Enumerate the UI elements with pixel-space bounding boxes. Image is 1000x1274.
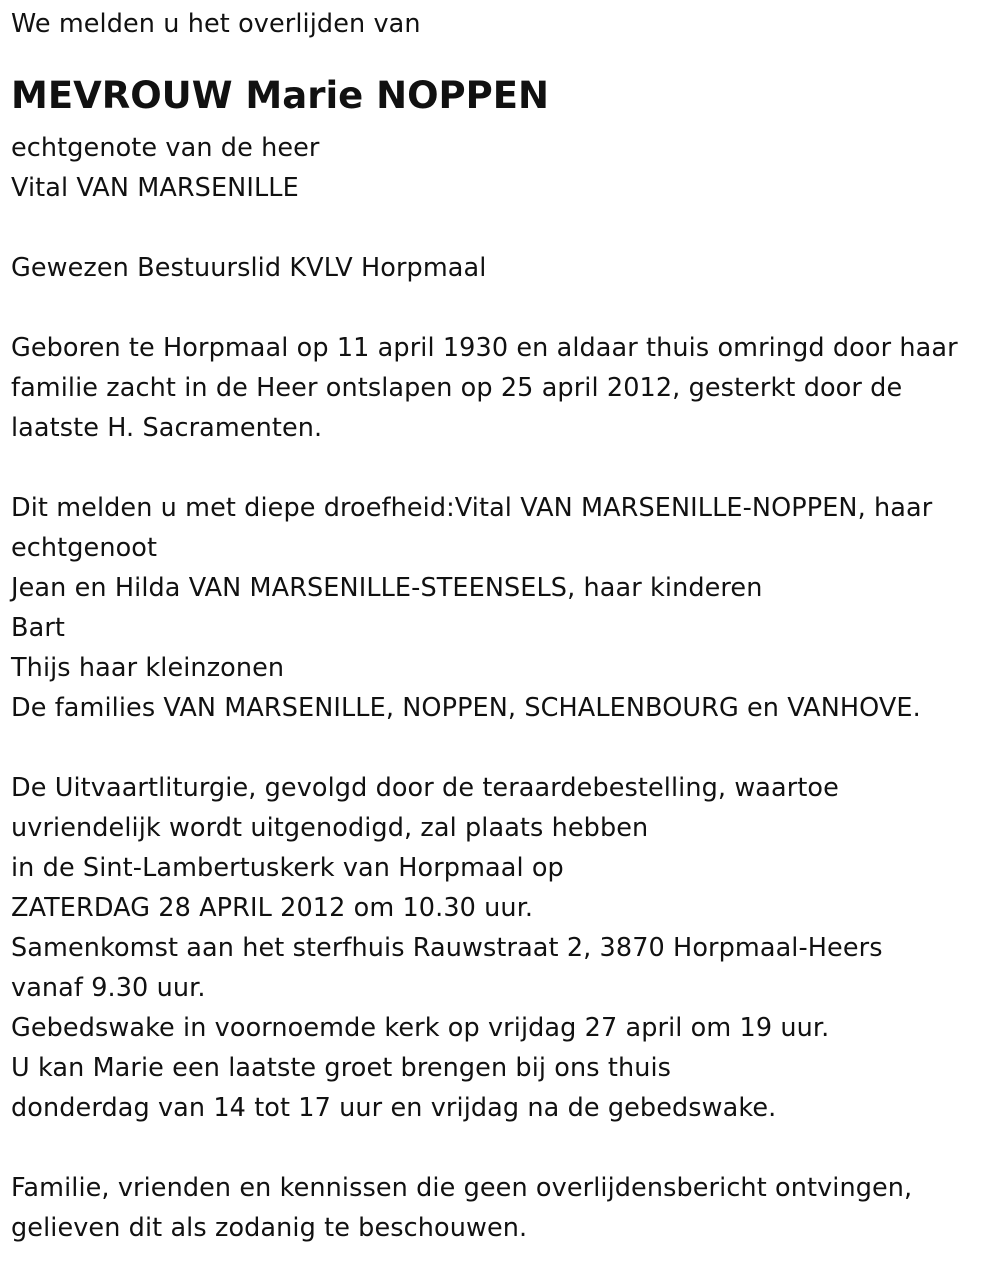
role-text: Gewezen Bestuurslid KVLV Horpmaal: [11, 253, 487, 283]
mourners-line-6: De families VAN MARSENILLE, NOPPEN, SCHALENBOURG en VANHOVE.: [11, 693, 921, 723]
funeral-line-4: ZATERDAG 28 APRIL 2012 om 10.30 uur.: [11, 893, 534, 923]
funeral-line-7: Gebedswake in voornoemde kerk op vrijdag 27 april om 19 uur.: [11, 1013, 830, 1043]
funeral-line-6: vanaf 9.30 uur.: [11, 973, 206, 1003]
closing-line-1: Familie, vrienden en kennissen die geen overlijdensbericht ontvingen,: [11, 1173, 913, 1203]
spacer: [11, 288, 1000, 328]
funeral-line-1: De Uitvaartliturgie, gevolgd door de teraardebestelling, waartoe: [11, 773, 839, 803]
closing-line-2: gelieven dit als zodanig te beschouwen.: [11, 1213, 528, 1243]
obituary-document: [0, 4, 1000, 1274]
spouse-line-1: echtgenote van de heer: [11, 133, 320, 163]
birth-line-2: familie zacht in de Heer ontslapen op 25 april 2012, gesterkt door de: [11, 373, 903, 403]
funeral-line-5: Samenkomst aan het sterfhuis Rauwstraat 2, 3870 Horpmaal-Heers: [11, 933, 883, 963]
funeral-line-9: donderdag van 14 tot 17 uur en vrijdag na de gebedswake.: [11, 1093, 777, 1123]
funeral-line-3: in de Sint-Lambertuskerk van Horpmaal op: [11, 853, 564, 883]
spacer: [11, 1128, 1000, 1168]
spouse-line-2: Vital VAN MARSENILLE: [11, 173, 299, 203]
funeral-line-8: U kan Marie een laatste groet brengen bij ons thuis: [11, 1053, 672, 1083]
mourners-line-2: echtgenoot: [11, 533, 158, 563]
mourners-line-4: Bart: [11, 613, 66, 643]
deceased-name: MEVROUW Marie NOPPEN: [11, 74, 549, 117]
mourners-line-3: Jean en Hilda VAN MARSENILLE-STEENSELS, haar kinderen: [11, 573, 763, 603]
intro-text: We melden u het overlijden van: [11, 9, 421, 39]
mourners-line-5: Thijs haar kleinzonen: [11, 653, 285, 683]
mourners-line-1: Dit melden u met diepe droefheid:Vital VAN MARSENILLE-NOPPEN, haar: [11, 493, 933, 523]
birth-line-1: Geboren te Horpmaal op 11 april 1930 en aldaar thuis omringd door haar: [11, 333, 958, 363]
birth-line-3: laatste H. Sacramenten.: [11, 413, 323, 443]
spacer: [11, 448, 1000, 488]
spacer: [11, 728, 1000, 768]
spacer: [11, 208, 1000, 248]
funeral-line-2: uvriendelijk wordt uitgenodigd, zal plaats hebben: [11, 813, 649, 843]
